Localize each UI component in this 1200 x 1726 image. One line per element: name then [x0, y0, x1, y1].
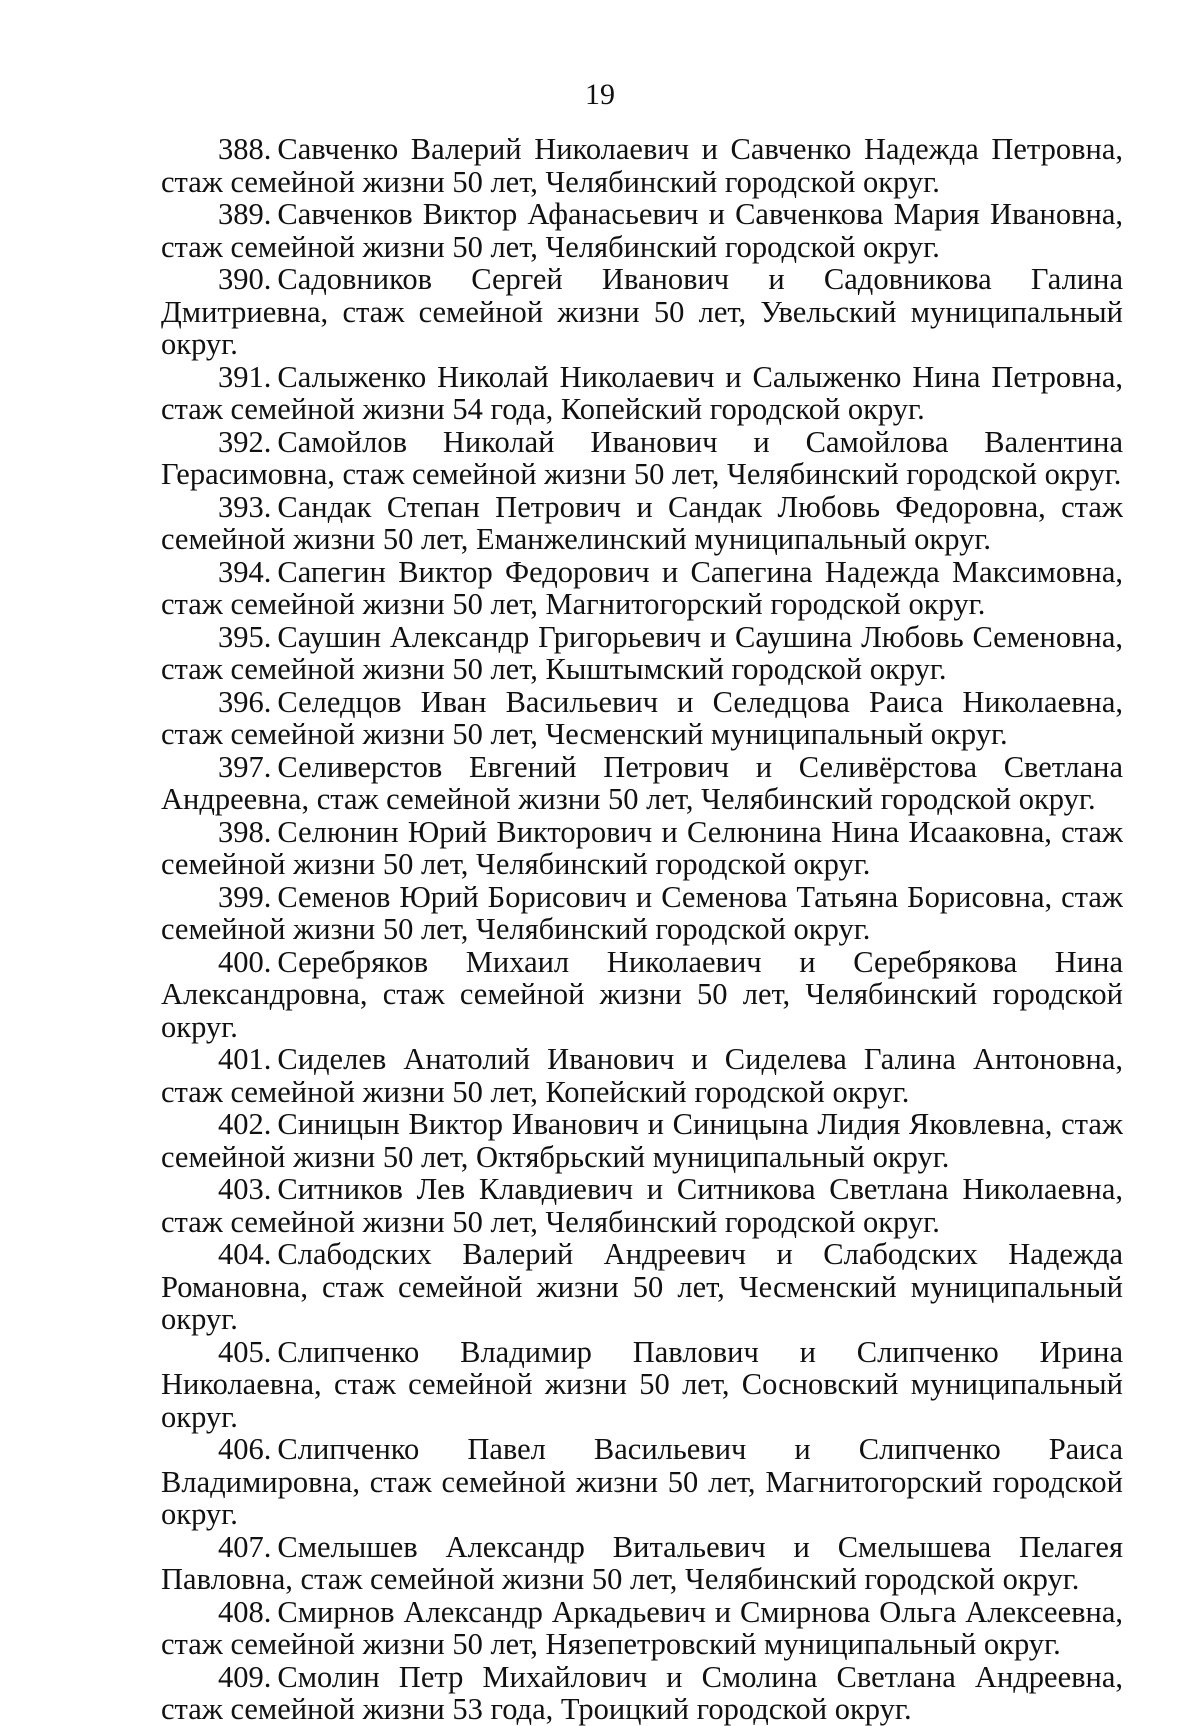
item-number: 407.	[218, 1530, 271, 1564]
list-item	[161, 816, 1123, 881]
item-number: 390.	[218, 262, 271, 296]
item-text: Слипченко Владимир Павлович и Слипченко Ирина Николаевна, стаж семейной жизни 50 лет, Сосновский муниципальный округ.	[161, 1335, 1123, 1434]
item-text: Садовников Сергей Иванович и Садовникова Галина Дмитриевна, стаж семейной жизни 50 лет, Увельский муниципальный округ.	[161, 262, 1123, 361]
item-text: Слипченко Павел Васильевич и Слипченко Раиса Владимировна, стаж семейной жизни 50 лет, Магнитогорский городской округ.	[161, 1432, 1123, 1531]
item-text: Селиверстов Евгений Петрович и Селивёрстова Светлана Андреевна, стаж семейной жизни 50 лет, Челябинский городской округ.	[161, 750, 1123, 817]
list-item	[161, 263, 1123, 361]
list-item	[161, 881, 1123, 946]
item-text: Синицын Виктор Иванович и Синицына Лидия Яковлевна, стаж семейной жизни 50 лет, Октябрьский муниципальный округ.	[161, 1107, 1123, 1174]
item-number: 394.	[218, 555, 271, 589]
list-item	[161, 556, 1123, 621]
item-number: 401.	[218, 1042, 271, 1076]
item-number: 400.	[218, 945, 271, 979]
list-item	[161, 1596, 1123, 1661]
list-item	[161, 426, 1123, 491]
item-text: Савченков Виктор Афанасьевич и Савченкова Мария Ивановна, стаж семейной жизни 50 лет, Челябинский городской округ.	[161, 197, 1123, 264]
item-text: Ситников Лев Клавдиевич и Ситникова Светлана Николаевна, стаж семейной жизни 50 лет, Челябинский городской округ.	[161, 1172, 1123, 1239]
item-number: 408.	[218, 1595, 271, 1629]
item-text: Салыженко Николай Николаевич и Салыженко Нина Петровна, стаж семейной жизни 54 года, Копейский городской округ.	[161, 360, 1123, 427]
item-text: Самойлов Николай Иванович и Самойлова Валентина Герасимовна, стаж семейной жизни 50 лет, Челябинский городской округ.	[161, 425, 1123, 492]
item-number: 396.	[218, 685, 271, 719]
item-number: 391.	[218, 360, 271, 394]
list-item	[161, 1108, 1123, 1173]
list-item	[161, 621, 1123, 686]
item-number: 393.	[218, 490, 271, 524]
award-list	[161, 133, 1123, 1726]
item-number: 405.	[218, 1335, 271, 1369]
item-number: 402.	[218, 1107, 271, 1141]
list-item	[161, 1043, 1123, 1108]
item-number: 399.	[218, 880, 271, 914]
page-number: 19	[0, 78, 1200, 112]
list-item	[161, 1433, 1123, 1531]
item-text: Сандак Степан Петрович и Сандак Любовь Федоровна, стаж семейной жизни 50 лет, Еманжелинский муниципальный округ.	[161, 490, 1123, 557]
item-text: Серебряков Михаил Николаевич и Серебрякова Нина Александровна, стаж семейной жизни 50 лет, Челябинский городской округ.	[161, 945, 1123, 1044]
list-item	[161, 1661, 1123, 1726]
list-item	[161, 198, 1123, 263]
item-number: 403.	[218, 1172, 271, 1206]
item-text: Смолин Петр Михайлович и Смолина Светлана Андреевна, стаж семейной жизни 53 года, Троицкий городской округ.	[161, 1660, 1123, 1726]
list-item	[161, 1336, 1123, 1434]
list-item	[161, 133, 1123, 198]
item-number: 409.	[218, 1660, 271, 1694]
item-text: Смелышев Александр Витальевич и Смелышева Пелагея Павловна, стаж семейной жизни 50 лет, Челябинский городской округ.	[161, 1530, 1123, 1597]
list-item	[161, 751, 1123, 816]
item-text: Селюнин Юрий Викторович и Селюнина Нина Исааковна, стаж семейной жизни 50 лет, Челябинский городской округ.	[161, 815, 1123, 882]
list-item	[161, 686, 1123, 751]
list-item	[161, 946, 1123, 1044]
item-text: Сиделев Анатолий Иванович и Сиделева Галина Антоновна, стаж семейной жизни 50 лет, Копейский городской округ.	[161, 1042, 1123, 1109]
list-item	[161, 491, 1123, 556]
list-item	[161, 1173, 1123, 1238]
item-text: Слабодских Валерий Андреевич и Слабодских Надежда Романовна, стаж семейной жизни 50 лет, Чесменский муниципальный округ.	[161, 1237, 1123, 1336]
item-text: Семенов Юрий Борисович и Семенова Татьяна Борисовна, стаж семейной жизни 50 лет, Челябинский городской округ.	[161, 880, 1123, 947]
list-item	[161, 1238, 1123, 1336]
item-number: 389.	[218, 197, 271, 231]
item-number: 398.	[218, 815, 271, 849]
list-item	[161, 1531, 1123, 1596]
item-text: Смирнов Александр Аркадьевич и Смирнова Ольга Алексеевна, стаж семейной жизни 50 лет, Нязепетровский муниципальный округ.	[161, 1595, 1123, 1662]
item-number: 392.	[218, 425, 271, 459]
list-item	[161, 361, 1123, 426]
item-number: 395.	[218, 620, 271, 654]
item-number: 404.	[218, 1237, 271, 1271]
item-text: Селедцов Иван Васильевич и Селедцова Раиса Николаевна, стаж семейной жизни 50 лет, Чесменский муниципальный округ.	[161, 685, 1123, 752]
item-text: Савченко Валерий Николаевич и Савченко Надежда Петровна, стаж семейной жизни 50 лет, Челябинский городской округ.	[161, 132, 1123, 199]
item-number: 406.	[218, 1432, 271, 1466]
item-text: Саушин Александр Григорьевич и Саушина Любовь Семеновна, стаж семейной жизни 50 лет, Кыштымский городской округ.	[161, 620, 1123, 687]
item-number: 397.	[218, 750, 271, 784]
item-number: 388.	[218, 132, 271, 166]
item-text: Сапегин Виктор Федорович и Сапегина Надежда Максимовна, стаж семейной жизни 50 лет, Магнитогорский городской округ.	[161, 555, 1123, 622]
